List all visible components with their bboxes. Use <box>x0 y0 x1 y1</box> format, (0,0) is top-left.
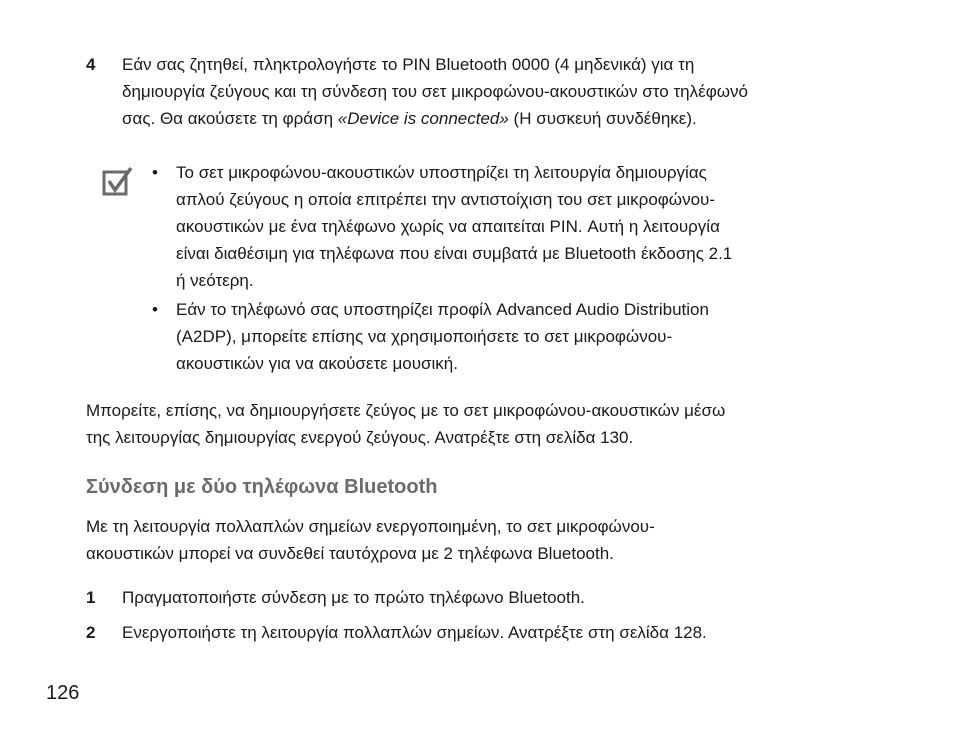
note-bullet <box>152 296 852 377</box>
page-number: 126 <box>46 682 80 704</box>
step-number: 1 <box>86 588 96 607</box>
step-4 <box>86 51 876 132</box>
bullet-line: είναι διαθέσιμη για τηλέφωνα που είναι συμβατά με Bluetooth έκδοσης 2.1 <box>176 244 733 263</box>
bullet-text <box>176 159 852 294</box>
paragraph <box>86 513 876 567</box>
bullet-line: (A2DP), μπορείτε επίσης να χρησιμοποιήσετε το σετ μικροφώνου- <box>176 327 673 346</box>
bullet-line: ακουστικών για να ακούσετε μουσική. <box>176 354 458 373</box>
paragraph-line: Με τη λειτουργία πολλαπλών σημείων ενεργοποιημένη, το σετ μικροφώνου- <box>86 517 655 536</box>
bullet-text <box>176 296 852 377</box>
note-bullet <box>152 159 852 294</box>
step-2 <box>86 619 876 646</box>
step-number: 4 <box>86 55 96 74</box>
bullet-line: απλού ζεύγους η οποία επιτρέπει την αντιστοίχιση του σετ μικροφώνου- <box>176 190 715 209</box>
section-heading: Σύνδεση με δύο τηλέφωνα Bluetooth <box>86 476 438 498</box>
bullet-line: ακουστικών με ένα τηλέφωνο χωρίς να απαιτείται PIN. Αυτή η λειτουργία <box>176 217 720 236</box>
bullet-dot: • <box>152 163 158 182</box>
step-1 <box>86 584 876 611</box>
step-line <box>122 105 862 132</box>
step-body: Πραγματοποιήστε σύνδεση με το πρώτο τηλέφωνο Bluetooth. <box>122 588 585 607</box>
step-text: σας. Θα ακούσετε τη φράση <box>122 109 338 128</box>
bullet-line: ή νεότερη. <box>176 271 254 290</box>
step-body <box>122 51 862 132</box>
paragraph-line: ακουστικών μπορεί να συνδεθεί ταυτόχρονα με 2 τηλέφωνα Bluetooth. <box>86 544 614 563</box>
bullet-dot: • <box>152 300 158 319</box>
bullet-line: Εάν το τηλέφωνό σας υποστηρίζει προφίλ Advanced Audio Distribution <box>176 300 709 319</box>
step-line: Εάν σας ζητηθεί, πληκτρολογήστε το PIN Bluetooth 0000 (4 μηδενικά) για τη <box>122 55 695 74</box>
step-number: 2 <box>86 623 96 642</box>
paragraph <box>86 397 876 451</box>
step-line: δημιουργία ζεύγους και τη σύνδεση του σετ μικροφώνου-ακουστικών στο τηλέφωνό <box>122 82 748 101</box>
step-text: (Η συσκευή συνδέθηκε). <box>508 109 697 128</box>
bullet-line: Το σετ μικροφώνου-ακουστικών υποστηρίζει τη λειτουργία δημιουργίας <box>176 163 707 182</box>
step-body: Ενεργοποιήστε τη λειτουργία πολλαπλών σημείων. Ανατρέξτε στη σελίδα 128. <box>122 623 707 642</box>
paragraph-line: Μπορείτε, επίσης, να δημιουργήσετε ζεύγος με το σετ μικροφώνου-ακουστικών μέσω <box>86 401 726 420</box>
paragraph-line: της λειτουργίας δημιουργίας ενεργού ζεύγους. Ανατρέξτε στη σελίδα 130. <box>86 428 634 447</box>
quoted-phrase: «Device is connected» <box>337 109 509 128</box>
checkbox-check-icon <box>102 166 134 198</box>
